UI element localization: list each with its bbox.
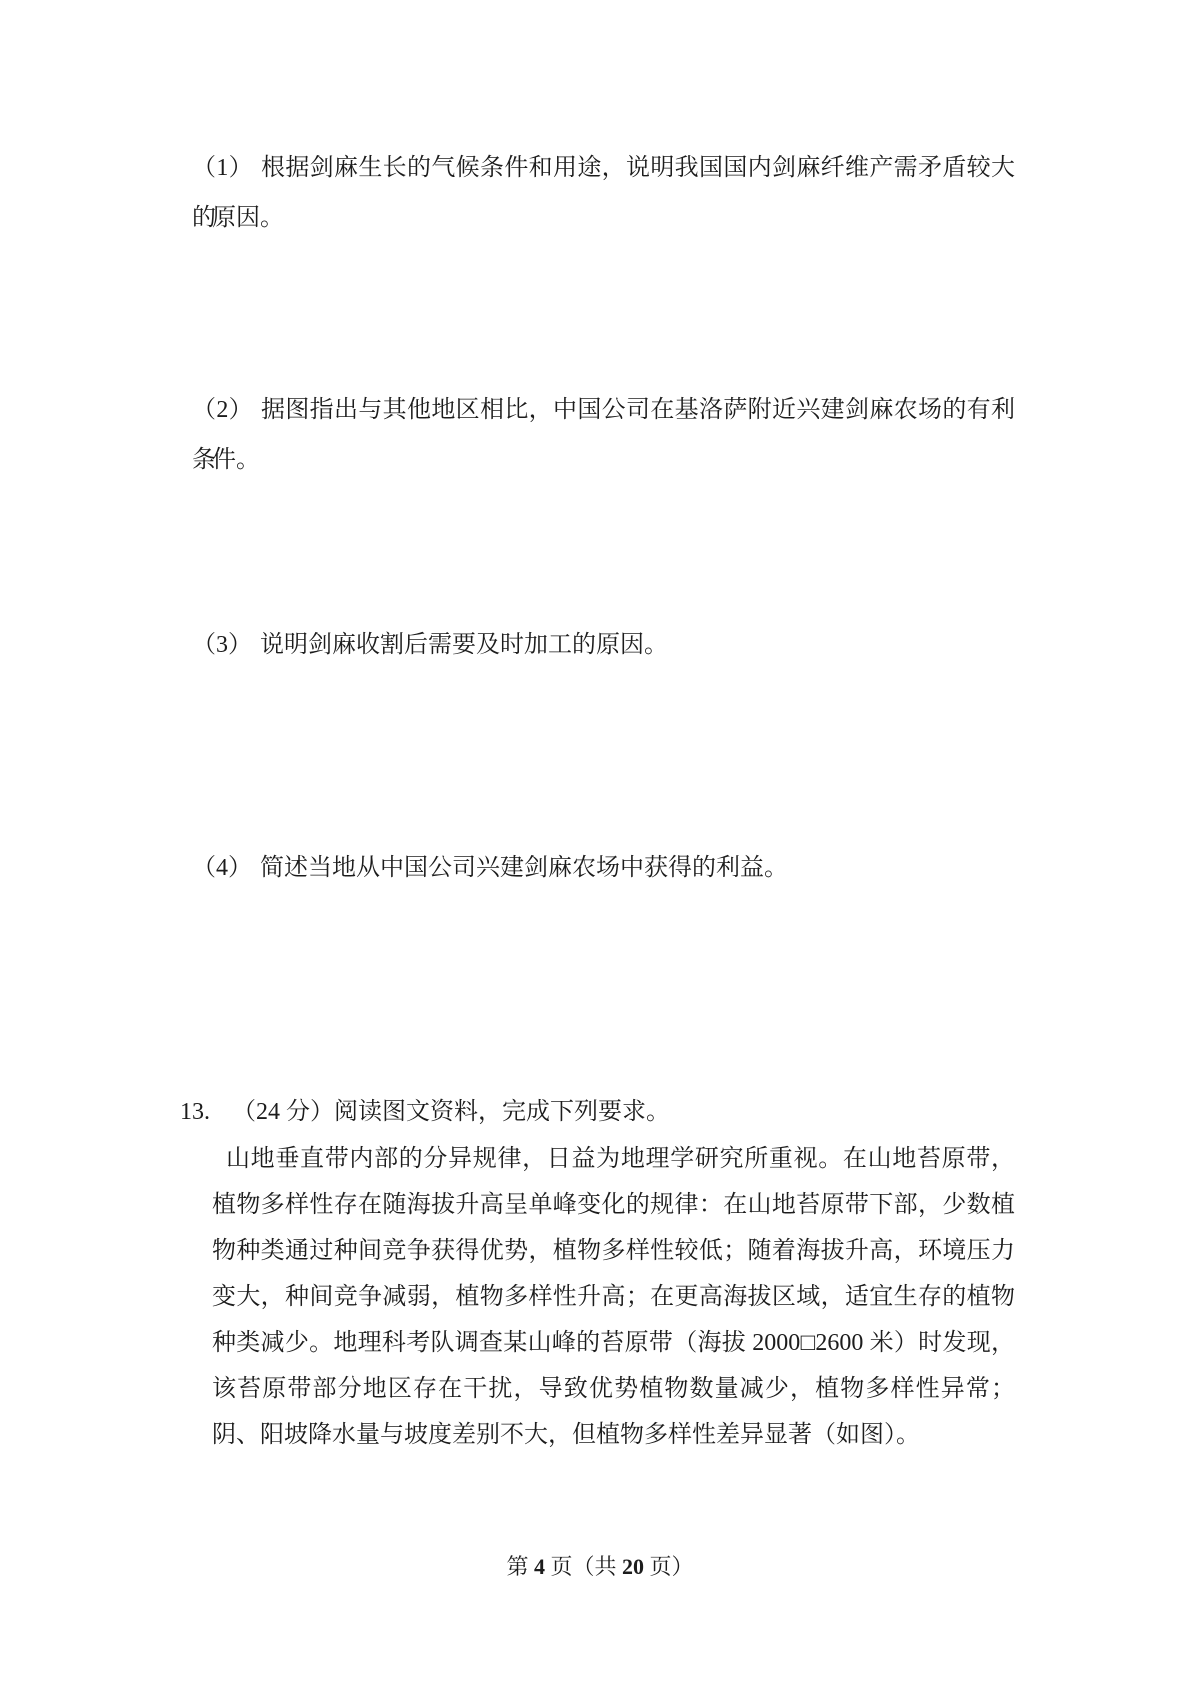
question-4-number: （4） <box>192 855 252 881</box>
question-4-text: 简述当地从中国公司兴建剑麻农场中获得的利益。 <box>260 855 788 881</box>
question-3-text: 说明剑麻收割后需要及时加工的原因。 <box>260 632 668 658</box>
question-13-number: 13. <box>180 1099 210 1125</box>
passage-line: 物种类通过种间竞争获得优势，植物多样性较低；随着海拔升高，环境压力 <box>212 1238 1015 1264</box>
question-13-heading <box>180 1089 670 1135</box>
passage-line: 植物多样性存在随海拔升高呈单峰变化的规律：在山地苔原带下部，少数植 <box>212 1192 1015 1218</box>
footer-suffix: 页） <box>644 1554 694 1579</box>
question-1-number: （1） <box>192 155 253 181</box>
passage-line: 该苔原带部分地区存在干扰，导致优势植物数量减少，植物多样性异常； <box>212 1376 1015 1402</box>
passage-line: 变大，种间竞争减弱，植物多样性升高；在更高海拔区域，适宜生存的植物 <box>212 1284 1015 1310</box>
question-3-line-1 <box>192 620 1015 670</box>
footer-middle: 页（共 <box>544 1554 622 1579</box>
footer-total-pages: 20 <box>622 1554 644 1579</box>
question-1-text: 根据剑麻生长的气候条件和用途，说明我国国内剑麻纤维产需矛盾较大的 <box>192 155 1015 231</box>
question-13-passage <box>212 1136 1015 1458</box>
question-sub-1 <box>192 143 1015 243</box>
passage-line: 山地垂直带内部的分异规律，日益为地理学研究所重视。在山地苔原带， <box>226 1146 1015 1172</box>
question-2-line-1 <box>192 385 1015 473</box>
question-2-number: （2） <box>192 397 253 423</box>
passage-line: 种类减少。地理科考队调查某山峰的苔原带（海拔 2000□2600 米）时发现， <box>212 1330 1015 1356</box>
footer-page-number: 4 <box>533 1554 545 1579</box>
question-1-line-2: 原因。 <box>212 205 284 231</box>
question-sub-2 <box>192 385 1015 485</box>
question-sub-4 <box>192 843 1015 893</box>
question-3-number: （3） <box>192 632 252 658</box>
page-footer <box>0 1553 1200 1581</box>
question-13-intro: （24 分）阅读图文资料，完成下列要求。 <box>232 1099 670 1125</box>
question-sub-3 <box>192 620 1015 670</box>
footer-prefix: 第 <box>506 1554 534 1579</box>
passage-line: 阴、阳坡降水量与坡度差别不大，但植物多样性差异显著（如图）。 <box>212 1422 920 1448</box>
question-2-text: 据图指出与其他地区相比，中国公司在基洛萨附近兴建剑麻农场的有利条 <box>192 397 1015 473</box>
question-2-line-2: 件。 <box>212 447 260 473</box>
question-4-line-1 <box>192 843 1015 893</box>
